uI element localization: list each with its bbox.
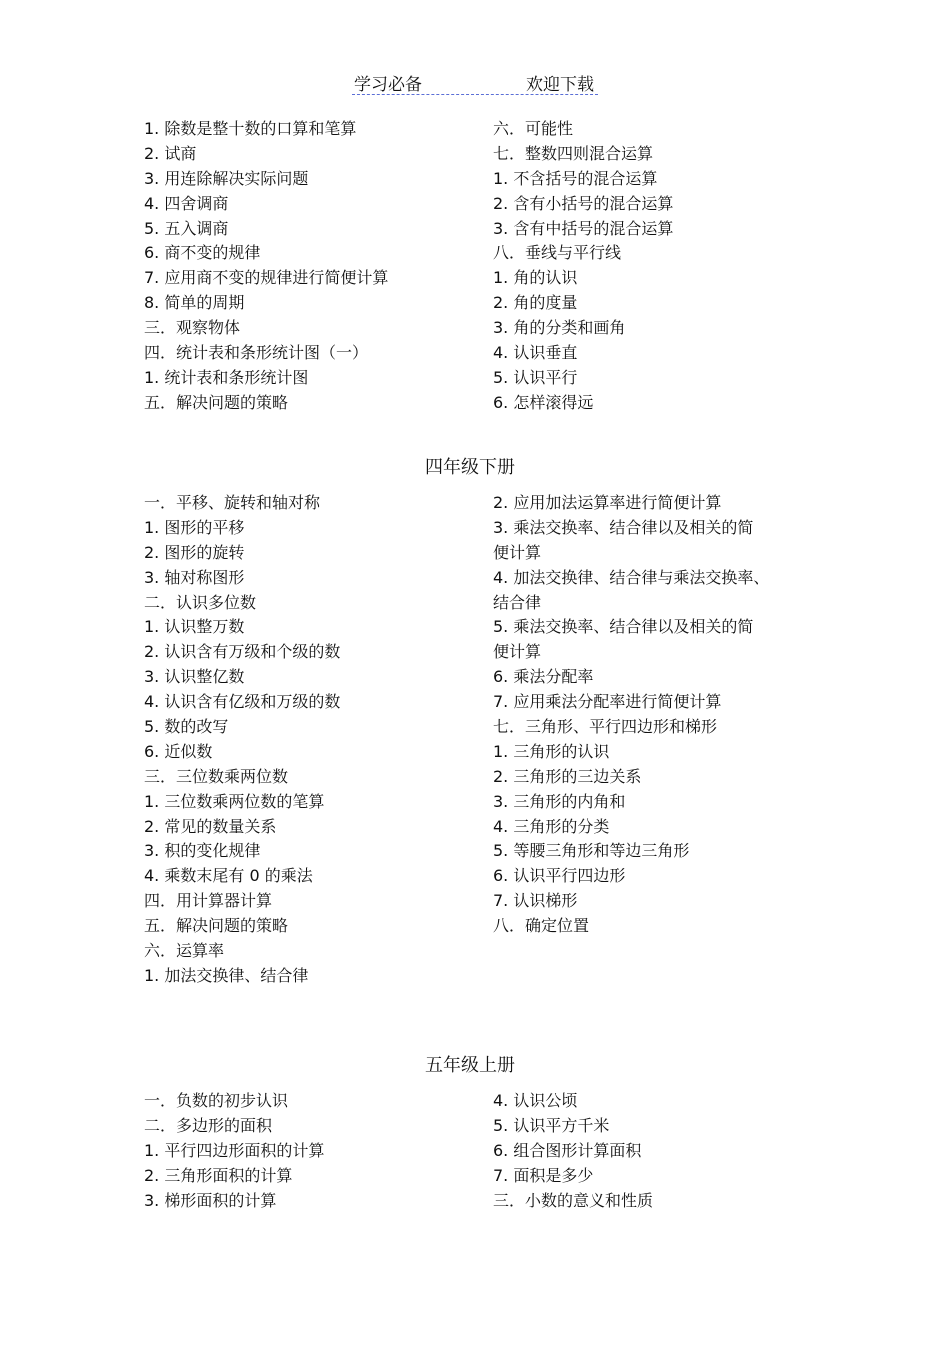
outline-item: 7. 面积是多少 <box>493 1165 594 1185</box>
outline-item: 3. 轴对称图形 <box>144 567 245 587</box>
outline-item: 3. 含有中括号的混合运算 <box>493 218 674 238</box>
outline-item: 4. 三角形的分类 <box>493 816 610 836</box>
outline-item: 六．可能性 <box>493 119 574 138</box>
outline-item: 二．多边形的面积 <box>144 1115 273 1135</box>
outline-item: 3. 三角形的内角和 <box>493 791 626 811</box>
outline-item: 三．小数的意义和性质 <box>493 1190 654 1210</box>
outline-item: 1. 三角形的认识 <box>493 741 610 761</box>
outline-item: 结合律 <box>493 592 542 612</box>
outline-item: 一．负数的初步认识 <box>144 1091 289 1110</box>
left-column <box>144 491 444 989</box>
outline-item: 7. 应用乘法分配率进行简便计算 <box>493 692 722 712</box>
outline-item: 七．整数四则混合运算 <box>493 143 654 163</box>
outline-item: 4. 加法交换律、结合律与乘法交换率、 <box>493 567 770 587</box>
outline-item: 1. 平行四边形面积的计算 <box>144 1140 325 1160</box>
outline-item: 八．确定位置 <box>493 916 590 936</box>
outline-item: 6. 乘法分配率 <box>493 667 594 687</box>
outline-item: 3. 积的变化规律 <box>144 841 261 861</box>
outline-item: 五．解决问题的策略 <box>144 916 289 936</box>
outline-item: 3. 认识整亿数 <box>144 667 245 687</box>
outline-item: 3. 乘法交换率、结合律以及相关的简 <box>493 517 754 537</box>
outline-item: 5. 乘法交换率、结合律以及相关的简 <box>493 617 754 637</box>
outline-item: 1. 认识整万数 <box>144 617 245 637</box>
outline-item: 6. 商不变的规律 <box>144 243 261 263</box>
outline-item: 六．运算率 <box>144 941 225 961</box>
outline-item: 2. 认识含有万级和个级的数 <box>144 642 341 662</box>
outline-item: 1. 不含括号的混合运算 <box>493 168 658 188</box>
outline-item: 四．用计算器计算 <box>144 891 273 911</box>
outline-item: 8. 简单的周期 <box>144 293 245 313</box>
outline-item: 八．垂线与平行线 <box>493 243 622 263</box>
outline-item: 2. 角的度量 <box>493 293 578 313</box>
outline-item: 2. 常见的数量关系 <box>144 816 277 836</box>
outline-item: 6. 近似数 <box>144 741 213 761</box>
outline-item: 3. 角的分类和画角 <box>493 318 626 338</box>
header-left-text: 学习必备 <box>354 75 422 95</box>
outline-item: 7. 认识梯形 <box>493 891 578 911</box>
outline-item: 1. 统计表和条形统计图 <box>144 367 309 387</box>
outline-item: 7. 应用商不变的规律进行简便计算 <box>144 268 389 288</box>
outline-item: 1. 三位数乘两位数的笔算 <box>144 791 325 811</box>
outline-item: 便计算 <box>493 542 542 562</box>
right-column <box>493 1089 793 1213</box>
outline-item: 七．三角形、平行四边形和梯形 <box>493 717 718 737</box>
left-column <box>144 117 444 416</box>
outline-item: 4. 认识含有亿级和万级的数 <box>144 692 341 712</box>
outline-item: 5. 认识平行 <box>493 367 578 387</box>
outline-item: 1. 除数是整十数的口算和笔算 <box>144 119 357 138</box>
outline-item: 5. 等腰三角形和等边三角形 <box>493 841 690 861</box>
outline-item: 三．三位数乘两位数 <box>144 766 289 786</box>
outline-item: 4. 乘数末尾有 0 的乘法 <box>144 866 313 886</box>
section-title: 四年级下册 <box>425 457 515 478</box>
right-column <box>493 117 793 416</box>
outline-item: 便计算 <box>493 642 542 662</box>
outline-item: 5. 认识平方千米 <box>493 1115 610 1135</box>
page-header <box>352 70 598 95</box>
outline-item: 二．认识多位数 <box>144 592 257 612</box>
outline-item: 6. 认识平行四边形 <box>493 866 626 886</box>
outline-item: 3. 用连除解决实际问题 <box>144 168 309 188</box>
section-title: 五年级上册 <box>425 1055 515 1076</box>
outline-item: 三．观察物体 <box>144 318 241 338</box>
outline-item: 5. 五入调商 <box>144 218 229 238</box>
right-column <box>493 491 793 939</box>
outline-item: 4. 认识垂直 <box>493 343 578 363</box>
outline-item: 1. 角的认识 <box>493 268 578 288</box>
outline-item: 2. 试商 <box>144 143 197 163</box>
outline-item: 五．解决问题的策略 <box>144 392 289 412</box>
outline-item: 2. 含有小括号的混合运算 <box>493 193 674 213</box>
left-column <box>144 1089 444 1213</box>
outline-item: 1. 图形的平移 <box>144 517 245 537</box>
outline-item: 2. 三角形面积的计算 <box>144 1165 293 1185</box>
outline-item: 2. 图形的旋转 <box>144 542 245 562</box>
outline-item: 6. 组合图形计算面积 <box>493 1140 642 1160</box>
outline-item: 5. 数的改写 <box>144 717 229 737</box>
outline-item: 四．统计表和条形统计图（一） <box>144 343 369 363</box>
outline-item: 2. 应用加法运算率进行简便计算 <box>493 493 722 512</box>
outline-item: 一．平移、旋转和轴对称 <box>144 493 321 512</box>
outline-item: 4. 认识公顷 <box>493 1091 578 1110</box>
outline-item: 1. 加法交换律、结合律 <box>144 965 309 985</box>
outline-item: 4. 四舍调商 <box>144 193 229 213</box>
outline-item: 6. 怎样滚得远 <box>493 392 594 412</box>
outline-item: 2. 三角形的三边关系 <box>493 766 642 786</box>
header-right-text: 欢迎下载 <box>526 75 594 95</box>
outline-item: 3. 梯形面积的计算 <box>144 1190 277 1210</box>
